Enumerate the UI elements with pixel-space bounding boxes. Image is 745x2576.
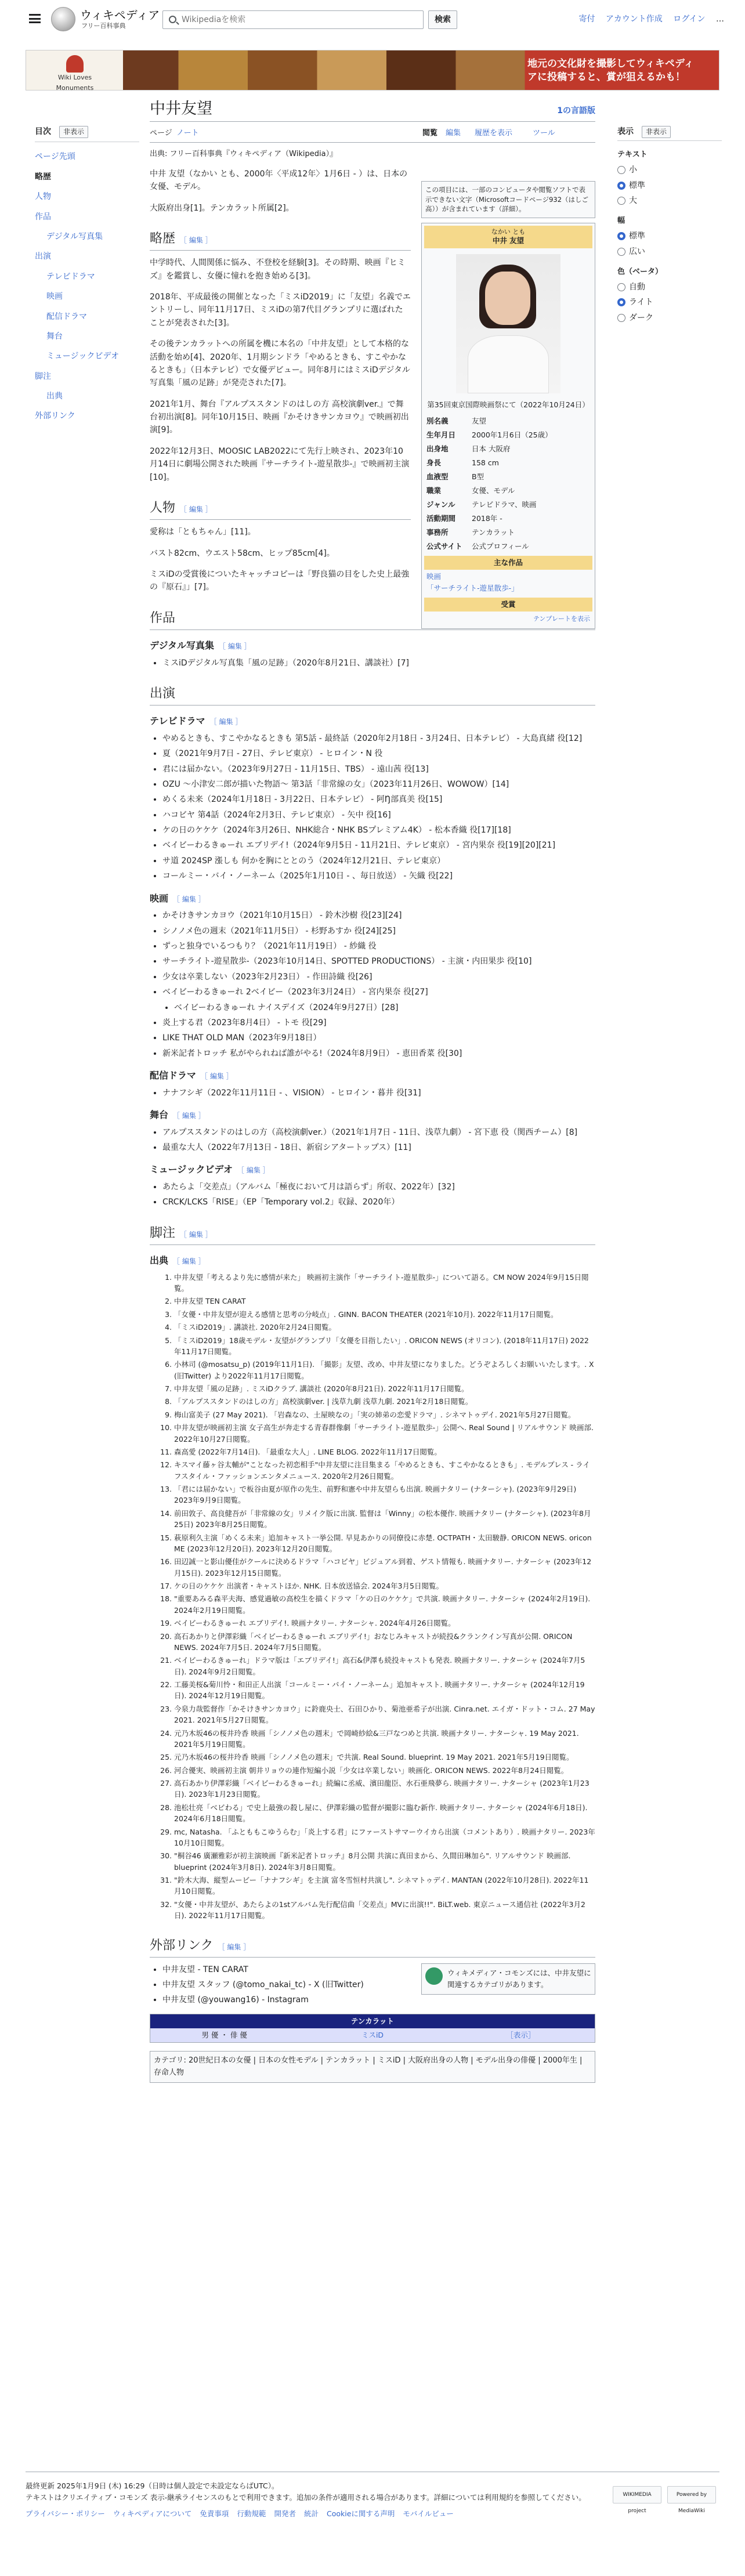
- bio-paragraph: 2022年12月3日、MOOSIC LAB2022にて先行上映され、2023年10月14日に劇場公開された映画『サーチライト-遊星散歩-』で映画初主演[10]。: [150, 446, 410, 482]
- section-appear: [150, 683, 595, 705]
- edit-link[interactable]: ［ 編集 ］: [209, 718, 243, 726]
- reference-item[interactable]: 14. 前田敦子、高良健吾が「非常線の女」リメイク版に出演. 監督は「Winny」の松本優作. 映画ナタリー (ナターシャ). (2023年8月25日) 2023年8月25日閲覧。: [174, 1508, 595, 1531]
- reference-item[interactable]: 6. 小林司 (@mosatsu_p) (2019年11月1日). 「撮影」友望、改め、中井友望になりました。どうぞよろしくお願いいたします。. X (旧Twitter) より2022年11月17日閲覧。: [174, 1359, 595, 1381]
- infobox-value: 日本 大阪府: [472, 444, 511, 453]
- infobox-key: 活動期間: [426, 513, 456, 523]
- heading-text: 人物: [150, 501, 176, 516]
- toc-sidebar: [35, 125, 139, 426]
- section-works: [150, 608, 595, 630]
- wlm-logo: [40, 55, 110, 92]
- login-link[interactable]: ログイン: [673, 15, 706, 24]
- bio-paragraph: 2021年1月、舞台『アルプススタンドのはしの方 高校演劇ver.』で舞台初出演[8]。同年10月15日、映画『かそけきサンカヨウ』で映画初出演[9]。: [150, 399, 409, 435]
- heading-text: 映画: [150, 892, 169, 904]
- reference-item[interactable]: 31. "鈴木大海、縦型ムービー「ナナフシギ」を主演 富冬雪恒村共演し". シネマトゥデイ. MANTAN (2022年10月28日). 2022年11月10日閲覧。: [174, 1875, 595, 1897]
- reference-item[interactable]: 17. ケの日のケケケ 出演者・キャストほか. NHK. 日本放送協会. 2024年3月5日閲覧。: [174, 1580, 595, 1591]
- mediawiki-badge[interactable]: Powered by MediaWiki: [667, 2486, 716, 2503]
- create-account-link[interactable]: アカウント作成: [605, 15, 663, 24]
- more-options-icon[interactable]: …: [716, 15, 724, 24]
- search-box[interactable]: [162, 10, 424, 29]
- infobox-value: 友望: [472, 416, 487, 425]
- list-item[interactable]: • ハコビヤ 第4話（2024年2月3日、テレビ東京） - 矢中 役[16]: [162, 809, 595, 822]
- infobox-key: 出身地: [426, 444, 449, 453]
- search-icon: [169, 16, 176, 23]
- infobox-value: 158 cm: [472, 458, 499, 467]
- toc-item[interactable]: ミュージックビデオ: [46, 352, 120, 361]
- section-stage: [150, 1108, 595, 1123]
- from-line: 出典: フリー百科事典『ウィキペディア（Wikipedia）』: [150, 150, 338, 158]
- list-item[interactable]: • ずっと独身でいるつもり？（2021年11月19日） - 紗織 役: [162, 940, 595, 953]
- reference-item[interactable]: 15. 萩原利久主演「めくる未来」追加キャスト一挙公開. 早見あかりの同僚役に赤楚. OCTPATH・太田駿静. ORICON NEWS. oricon ME (2023年12月20日). 2023年12月20日閲覧。: [174, 1532, 595, 1555]
- page-title: [150, 96, 595, 122]
- license-text: テキストはクリエイティブ・コモンズ 表示-継承ライセンスのもとで利用できます。追加の条件が適用される場合があります。詳細については利用規約を参照してください。: [26, 2493, 586, 2502]
- navbox-row: [150, 2028, 595, 2042]
- reference-item[interactable]: 27. 高石あかり伊澤彩織「ベイビーわるきゅーれ」続編に丞威、濱田龍臣、水石亜飛夢ら. 映画ナタリー. ナターシャ (2023年1月23日). 2023年1月23日閲覧。: [174, 1778, 595, 1800]
- tab-page[interactable]: ページ: [150, 129, 172, 138]
- radio-icon: [617, 197, 625, 205]
- personal-tools: [570, 13, 724, 26]
- section-bio: [150, 229, 411, 251]
- list-item[interactable]: • ケの日のケケケ（2024年3月26日、NHK総合・NHK BSプレミアム4K） - 松本香織 役[17][18]: [162, 824, 595, 837]
- list-item[interactable]: • ベイビーわるきゅーれ エブリデイ!（2024年9月5日 - 11月21日、テレビ東京） - 宮内果奈 役[19][20][21]: [162, 839, 595, 852]
- article-content: [150, 96, 595, 2083]
- intro: [150, 168, 411, 215]
- infobox-key: 事務所: [426, 527, 449, 537]
- infobox-value: 2018年 -: [472, 513, 502, 523]
- width-label: 幅: [617, 216, 625, 226]
- radio-selected-icon: [617, 298, 625, 306]
- heading-text: 脚注: [150, 1225, 176, 1240]
- category-links[interactable]: カテゴリ: 20世紀日本の女優 | 日本の女性モデル | テンカラット | ミスiD | 大阪府出身の人物 | モデル出身の俳優 | 2000年生 | 存命人物: [150, 2051, 595, 2083]
- main-menu-icon[interactable]: [29, 14, 41, 23]
- option-label: 標準: [629, 180, 645, 190]
- toc-item[interactable]: 人物: [35, 192, 51, 202]
- list-item[interactable]: • やめるときも、すこやかなるときも 第5話 - 最終話（2020年2月18日 - 3月24日、日本テレビ） - 大島真緒 役[12]: [162, 732, 595, 745]
- list-item[interactable]: • 中井友望 - TEN CARAT: [162, 1963, 595, 1976]
- toc-item[interactable]: 配信ドラマ: [46, 312, 87, 321]
- footer-link[interactable]: 統計: [303, 2509, 319, 2518]
- infobox-value: テレビドラマ、映画: [472, 500, 537, 509]
- section-photo: [150, 638, 595, 653]
- option-label: ダーク: [629, 313, 653, 323]
- section-mv: [150, 1162, 595, 1177]
- bio-text: [150, 256, 411, 484]
- toc-title: 目次: [35, 127, 51, 136]
- person-paragraph: ミスiDの受賞後についたキャッチコピーは「野良猫の目をした史上最強の『原石』」[7]。: [150, 569, 410, 592]
- edit-link[interactable]: ［ 編集 ］: [173, 1257, 205, 1266]
- infobox-value: テンカラット: [472, 527, 515, 537]
- option-label: 大: [629, 196, 637, 205]
- infobox-key: 身長: [426, 458, 442, 467]
- language-selector[interactable]: 1の言語版: [557, 106, 595, 115]
- option-label: 自動: [629, 282, 645, 292]
- width-wide-option[interactable]: [617, 245, 722, 258]
- radio-icon: [617, 166, 625, 174]
- reference-item[interactable]: 4. 「ミスiD2019」. 講談社. 2020年2月24日閲覧。: [174, 1322, 595, 1333]
- bio-paragraph: 2018年、平成最後の開催となった「ミスiD2019」に「友望」名義でエントリーし、同年11月17日、ミスiDの第7代目グランプリに選ばれたことが発表された[3]。: [150, 292, 411, 328]
- edit-link[interactable]: ［ 編集 ］: [180, 1230, 212, 1239]
- list-item[interactable]: • コールミー・バイ・ノーネーム（2025年1月10日 - 、毎日放送） - 矢織 役[22]: [162, 870, 595, 882]
- footer-link[interactable]: プライバシー・ポリシー: [26, 2509, 105, 2518]
- list-item[interactable]: • 炎上する君（2023年8月4日） - トモ 役[29]: [162, 1016, 595, 1029]
- person-paragraph: 愛称は「ともちゃん」[11]。: [150, 527, 256, 537]
- list-item[interactable]: • 新米記者トロッチ 私がやられねば誰がやる!（2024年8月9日） - 恵田香菜 役[30]: [162, 1047, 595, 1060]
- template-link[interactable]: テンプレートを表示: [533, 614, 590, 623]
- reference-item[interactable]: 32. "女優・中井友望が、あたらよの1stアルバム先行配信曲「交差点」MVに出演!!". BiLT.web. 東京ニュース通信社 (2022年3月2日). 2022年11月17日閲覧。: [174, 1899, 595, 1922]
- heading-text: 舞台: [150, 1109, 169, 1121]
- edit-link[interactable]: ［ 編集 ］: [219, 642, 251, 650]
- tab-edit[interactable]: 編集: [446, 129, 461, 138]
- reference-item[interactable]: 5. 「ミスiD2019」18歳モデル・友望がグランプリ「女優を目指したい」. ORICON NEWS (オリコン). (2018年11月17日) 2022年11月17日閲覧。: [174, 1335, 595, 1358]
- infobox-key: 生年月日: [426, 430, 456, 439]
- list-item[interactable]: • ミスiDデジタル写真集「風の足跡」（2020年8月21日、講談社）[7]: [162, 657, 595, 670]
- works-heading: 主な作品: [424, 556, 592, 570]
- stage-list: [150, 1126, 595, 1155]
- intro-paragraph: 大阪府出身[1]。テンカラット所属[2]。: [150, 203, 294, 213]
- reference-item[interactable]: 29. mc, Natasha. 「ふとももこゆうらむ」「炎上する君」にファーストサマーウイカら出演（コメントあり）. 映画ナタリー. 2023年10月10日閲覧。: [174, 1826, 595, 1849]
- reference-item[interactable]: 2. 中井友望 TEN CARAT: [174, 1296, 595, 1307]
- section-person: [150, 498, 411, 520]
- list-item[interactable]: • サ道 2024SP 漲しも 何かを胸にととのう（2024年12月21日、テレビ東京）: [162, 855, 595, 867]
- color-dark-option[interactable]: [617, 312, 722, 324]
- toc-header: [35, 125, 139, 142]
- heading-text: 出典: [150, 1255, 169, 1267]
- list-item[interactable]: • 最重な大人（2022年7月13日 - 18日、新宿シアタートップス）[11]: [162, 1141, 595, 1154]
- mv-list: [150, 1181, 595, 1209]
- navbox-cell[interactable]: ミスiD: [361, 2030, 384, 2039]
- edit-link[interactable]: ［ 編集 ］: [180, 505, 212, 514]
- heading-text: 外部リンク: [150, 1938, 214, 1953]
- page-footer: [26, 2472, 719, 2520]
- list-item[interactable]: • CRCK/LCKS「RISE」（EP「Temporary vol.2」収録、2020年）: [162, 1196, 595, 1209]
- footer-link[interactable]: 開発者: [274, 2509, 296, 2518]
- section-movie: [150, 891, 595, 906]
- charset-notice: この項目には、一部のコンピュータや閲覧ソフトで表示できない文字（Microsoftコードページ932（はしご高））が含まれています（詳細）。: [421, 181, 595, 218]
- toc-item[interactable]: 脚注: [35, 371, 51, 381]
- option-label: 小: [629, 165, 637, 175]
- list-item[interactable]: • アルプススタンドのはしの方（高校演劇ver.）（2021年1月7日 - 11日、浅草九劇） - 宮下恵 役（関西チーム）[8]: [162, 1126, 595, 1139]
- section-stream: [150, 1068, 595, 1083]
- list-item[interactable]: • 中井友望 (@youwang16) - Instagram: [162, 1993, 595, 2006]
- photo-list: [150, 657, 595, 670]
- width-standard-option[interactable]: [617, 230, 722, 243]
- footer-link[interactable]: Cookieに関する声明: [326, 2509, 395, 2518]
- list-item[interactable]: • あたらよ「交差点」（アルバム「極夜において月は語らず」所収、2022年）[32]: [162, 1181, 595, 1193]
- commons-box: [421, 1963, 595, 1995]
- infobox-value: 女優、モデル: [472, 486, 515, 495]
- infobox-value: 2000年1月6日（25歳）: [472, 430, 552, 439]
- reference-item[interactable]: 21. ベイビーわるきゅーれ」ドラマ版は「エブリデイ!」高石&伊澤も続投キャストも発表. 映画ナタリー. ナターシャ (2024年7月5日). 2024年9月2日閲覧。: [174, 1655, 595, 1677]
- infobox-key: 職業: [426, 486, 442, 495]
- wikipedia-logo[interactable]: [51, 7, 75, 31]
- references-list: [150, 1272, 595, 1922]
- infobox-kana: なかい とも: [491, 228, 526, 236]
- reference-item[interactable]: 23. 今泉力哉監督作「かそけきサンカヨウ」に鈴鹿央士、石田ひかり、菊池亜希子が出演. Cinra.net. エイガ・ドット・コム. 27 May 2021. 2021年5月27日閲覧。: [174, 1703, 595, 1726]
- search-button[interactable]: 検索: [428, 10, 457, 29]
- tab-history[interactable]: 履歴を表示: [475, 129, 513, 138]
- toc-item[interactable]: 略歴: [35, 172, 51, 182]
- reference-item[interactable]: 13. 「君には届かない」で板谷由夏が原作の先生、前野和憲や中井友望らも出演. 映画ナタリー (ナターシャ). (2023年9月29日) 2023年9月9日閲覧。: [174, 1484, 595, 1506]
- banner-text: 地元の文化財を撮影してウィキペディアに投稿すると、賞が狙えるかも！: [527, 58, 694, 83]
- navbox: [150, 2014, 595, 2043]
- heading-text: 略歴: [150, 231, 176, 246]
- section-notes: [150, 1223, 595, 1245]
- infobox-name: 中井 友望: [492, 236, 525, 245]
- radio-icon: [617, 283, 625, 291]
- navbox-cell: 男 優 ・ 俳 優: [201, 2030, 247, 2039]
- person-text: [150, 526, 411, 594]
- reference-item[interactable]: 1. 中井友望「考えるより先に感情が来た」 映画初主演作「サーチライト-遊星散歩-」について語る。CM NOW 2024年9月15日閲覧。: [174, 1272, 595, 1294]
- banner-org: Wiki Loves Monuments: [56, 74, 94, 92]
- toc-item[interactable]: 作品: [35, 212, 51, 222]
- appearance-title: 表示: [617, 127, 634, 136]
- reference-item[interactable]: 19. ベイビーわるきゅーれ エブリデイ!. 映画ナタリー. ナターシャ. 2024年4月26日閲覧。: [174, 1618, 595, 1629]
- reference-item[interactable]: 30. "桐谷46 廣瀬雅彩が初主演映画『新米記者トロッチ』8月公開 共演に真田まから、久間田琳加ら". リアルサウンド 映画部. blueprint (2024年3月8日). 2024年3月8日閲覧。: [174, 1850, 595, 1873]
- text-size-label: テキスト: [617, 150, 648, 160]
- tab-read[interactable]: 閲覧: [422, 129, 438, 138]
- list-item[interactable]: • めくる未来（2024年1月18日 - 3月22日、日本テレビ） - 阿Ŋ部真美 役[15]: [162, 793, 595, 806]
- reference-item[interactable]: 3. 「女優・中井友望が迎える感情と思考の分岐点」. GINN. BACON THEATER (2021年10月). 2022年11月17日閲覧。: [174, 1309, 595, 1320]
- list-item[interactable]: • 君には届かない。（2023年9月27日 - 11月15日、TBS） - 遠山茜 役[13]: [162, 763, 595, 776]
- list-item[interactable]: • 中井友望 スタッフ (@tomo_nakai_tc) - X (旧Twitter): [162, 1978, 595, 1991]
- person-paragraph: バスト82cm、ウエスト58cm、ヒップ85cm[4]。: [150, 548, 335, 558]
- page-tabs: [150, 122, 595, 143]
- heading-text: デジタル写真集: [150, 639, 215, 651]
- appearance-header: [617, 125, 722, 141]
- radio-selected-icon: [617, 182, 625, 190]
- logo-title[interactable]: ウィキペディア: [80, 8, 160, 22]
- color-auto-option[interactable]: [617, 281, 722, 294]
- section-links: [150, 1935, 595, 1958]
- footer-link[interactable]: ウィキペディアについて: [113, 2509, 192, 2518]
- infobox-key: ジャンル: [426, 500, 455, 509]
- heading-text: テレビドラマ: [150, 715, 205, 727]
- intro-paragraph: 中井 友望（なかい とも、2000年〈平成12年〉1月6日 - ）は、日本の女優、モデル。: [150, 169, 408, 192]
- tab-talk[interactable]: ノート: [176, 129, 199, 138]
- reference-item[interactable]: 10. 中井友望が映画初主演 女子高生が奔走する青春群像劇「サーチライト-遊星散歩-」公開へ. Real Sound | リアルサウンド 映画部. 2022年10月27日閲覧。: [174, 1422, 595, 1445]
- heart-icon: [66, 55, 84, 73]
- section-sources: [150, 1253, 595, 1268]
- option-label: 標準: [629, 231, 645, 241]
- reference-item[interactable]: 12. キスマイ藤ヶ谷太輔が"ことなった初恋相手"中井友望に注目集まる「やめるときも、すこやかなるときも」. モデルプレス - ライフスタイル・ファッションエンタメニュース. 2020年2月26日閲覧。: [174, 1459, 595, 1482]
- option-label: 広い: [629, 247, 645, 256]
- footer-link[interactable]: 行動規範: [237, 2509, 266, 2518]
- commons-text[interactable]: ウィキメディア・コモンズには、中井友望に関連するカテゴリがあります。: [447, 1968, 591, 1989]
- navbox-show-button[interactable]: ［表示］: [506, 2030, 536, 2039]
- edit-link[interactable]: ［ 編集 ］: [201, 1072, 233, 1081]
- search-input[interactable]: [182, 13, 414, 26]
- last-modified: 最終更新 2025年1月9日 (木) 16:29（日時は個人設定で未設定ならばUTC）。: [26, 2481, 279, 2490]
- movie-list: [150, 909, 595, 1060]
- toc-item[interactable]: デジタル写真集: [46, 231, 103, 241]
- navbox-title[interactable]: [150, 2014, 595, 2028]
- reference-item[interactable]: 25. 元乃木坂46の桜井玲香 映画「シノノメ色の週末」で共演. Real Sound. blueprint. 19 May 2021. 2021年5月19日閲覧。: [174, 1752, 595, 1763]
- radio-selected-icon: [617, 232, 625, 240]
- bio-paragraph: 中学時代、人間関係に悩み、不登校を経験[3]。その時期、映画『ヒミズ』を鑑賞し、女優に憧れを抱き始める[3]。: [150, 258, 406, 281]
- toc-item[interactable]: 出演: [35, 252, 51, 262]
- appearance-panel: [617, 125, 722, 327]
- footer-link[interactable]: モバイルビュー: [403, 2509, 454, 2518]
- toc-hide-button[interactable]: 非表示: [59, 126, 88, 138]
- title-text: 中井友望: [150, 100, 212, 118]
- list-item[interactable]: • ベイビーわるきゅーれ 2ベイビー（2023年3月24日） - 宮内果奈 役[27]: [162, 986, 595, 998]
- toc-item[interactable]: 舞台: [46, 331, 63, 341]
- reference-item[interactable]: 24. 元乃木坂46の桜井玲香 映画「シノノメ色の週末」で岡崎紗絵&三戸なつめと共演. 映画ナタリー. ナターシャ. 19 May 2021. 2021年5月19日閲覧。: [174, 1728, 595, 1750]
- reference-item[interactable]: 22. 工藤美桜&菊川怜・和田正人出演「コールミー・バイ・ノーネーム」追加キャスト. 映画ナタリー. ナターシャ (2024年12月19日). 2024年12月19日閲覧。: [174, 1679, 595, 1702]
- reference-item[interactable]: 26. 河合優実、映画初主演 朝井リョウの連作短編小説「少女は卒業しない」映画化. ORICON NEWS. 2022年8月24日閲覧。: [174, 1765, 595, 1776]
- radio-icon: [617, 248, 625, 256]
- list-item[interactable]: • シノノメ色の週末（2021年11月5日） - 杉野あすか 役[24][25]: [162, 925, 595, 938]
- works-value[interactable]: 映画 「サーチライト-遊星散歩-」: [426, 571, 519, 592]
- tab-tools[interactable]: ツール: [533, 129, 555, 138]
- footer-links: [26, 2508, 719, 2520]
- edit-link[interactable]: ［ 編集 ］: [237, 1166, 270, 1175]
- commons-icon: [425, 1967, 443, 1985]
- reference-item[interactable]: 11. 森高愛 (2022年7月14日). 「最重な大人」. LINE BLOG. 2022年11月17日閲覧。: [174, 1446, 595, 1457]
- text-standard-option[interactable]: [617, 179, 722, 192]
- heading-text: 作品: [150, 610, 176, 625]
- heading-text: ミュージックビデオ: [150, 1164, 233, 1175]
- toc-item[interactable]: ページ先頭: [35, 152, 75, 162]
- heading-text: 配信ドラマ: [150, 1070, 197, 1081]
- appearance-hide-button[interactable]: 非表示: [642, 126, 671, 138]
- text-small-option[interactable]: [617, 164, 722, 176]
- stream-list: [150, 1087, 595, 1099]
- radio-icon: [617, 314, 625, 322]
- reference-item[interactable]: 20. 高石あかりと伊澤彩織「ベイビーわるきゅーれ エブリデイ!」おなじみキャストが続投&クランクイン写真が公開. ORICON NEWS. 2024年7月5日. 2024年7月5日閲覧。: [174, 1631, 595, 1654]
- wikimedia-badge[interactable]: WIKIMEDIA project: [613, 2486, 661, 2503]
- list-item[interactable]: • 少女は卒業しない（2023年2月23日） - 作田詩織 役[26]: [162, 971, 595, 983]
- reference-item[interactable]: 28. 池松壮亮「べビわる」で史上最強の殺し屋に、伊澤彩織の監督が撮影に臨む新作. 映画ナタリー. ナターシャ (2024年6月18日). 2024年6月18日閲覧。: [174, 1802, 595, 1825]
- edit-link[interactable]: ［ 編集 ］: [173, 1112, 205, 1120]
- donate-link[interactable]: 寄付: [578, 15, 595, 24]
- list-item[interactable]: • ベイビーわるきゅーれ ナイスデイズ（2024年9月27日）[28]: [174, 1001, 595, 1014]
- list-item[interactable]: • かそけきサンカヨウ（2021年10月15日） - 鈴木沙樹 役[23][24]: [162, 909, 595, 922]
- edit-link[interactable]: ［ 編集 ］: [173, 895, 205, 903]
- color-light-option[interactable]: [617, 296, 722, 309]
- color-label: 色（ベータ）: [617, 267, 663, 276]
- footer-link[interactable]: 免責事項: [200, 2509, 229, 2518]
- reference-item[interactable]: 8. 「アルプススタンドのはしの方」高校演劇ver. | 浅草九劇 浅草九劇. 2021年2月18日閲覧。: [174, 1396, 595, 1407]
- list-item[interactable]: • ナナフシギ（2022年11月11日 - 、VISION） - ヒロイン・暮井 役[31]: [162, 1087, 595, 1099]
- heading-text: 出演: [150, 686, 176, 701]
- site-header: [0, 0, 745, 39]
- awards-heading[interactable]: 受賞: [424, 598, 592, 612]
- infobox-key: 公式サイト: [426, 541, 462, 551]
- edit-link[interactable]: ［ 編集 ］: [218, 1942, 251, 1951]
- infobox-key: 別名義: [426, 416, 449, 425]
- infobox-value: B型: [472, 472, 484, 481]
- text-large-option[interactable]: [617, 194, 722, 207]
- infobox-key: 血液型: [426, 472, 449, 481]
- toc-item[interactable]: 映画: [46, 292, 63, 302]
- reference-item[interactable]: 9. 梅山富美子 (27 May 2021). 「岩森なの、土屋映なの」「実の姉弟の恋愛ドラマ」. シネマトゥデイ. 2021年5月27日閲覧。: [174, 1409, 595, 1420]
- photo-caption: 第35回東京国際映画祭にて（2022年10月24日）: [427, 400, 590, 409]
- bio-paragraph: その後テンカラットへの所属を機に本名の「中井友望」として本格的な活動を始め[4]、2020年、1月期シンドラ「やめるときも、すこやかなるときも」（日本テレビ）で女優デビュー。同年8月にはミスiDデジタル写真集「風の足跡」が発売された[7]。: [150, 339, 410, 388]
- section-tv: [150, 714, 595, 729]
- campaign-banner[interactable]: [26, 50, 719, 91]
- reference-item[interactable]: 16. 田辺誠一と影山優佳がクールに決めるドラマ「ハコビヤ」ビジュアル到着、ゲスト情報も. 映画ナタリー. ナターシャ (2023年12月15日). 2023年12月15日閲覧。: [174, 1556, 595, 1579]
- option-label: ライト: [629, 298, 653, 307]
- list-item[interactable]: • 夏（2021年9月7日 - 27日、テレビ東京） - ヒロイン・N 役: [162, 747, 595, 760]
- toc-item[interactable]: テレビドラマ: [46, 272, 95, 281]
- tv-list: [150, 732, 595, 883]
- toc-item[interactable]: 外部リンク: [35, 411, 75, 421]
- toc-item[interactable]: 出典: [46, 392, 63, 401]
- navbox-title-text: テンカラット: [350, 2016, 395, 2025]
- infobox-value: 公式プロフィール: [472, 541, 529, 551]
- reference-item[interactable]: 7. 中井友望「風の足跡」. ミスiDクラブ. 講談社 (2020年8月21日). 2022年11月17日閲覧。: [174, 1383, 595, 1394]
- edit-link[interactable]: ［ 編集 ］: [180, 236, 212, 244]
- logo-subtitle: フリー百科事典: [81, 22, 126, 30]
- toc-list: [35, 147, 139, 426]
- list-item[interactable]: • サーチライト-遊星散歩-（2023年10月14日、SPOTTED PRODUCTIONS） - 主演・内田果歩 役[10]: [162, 955, 595, 968]
- reference-item[interactable]: 18. "重要あみる森平夫海、感覚過敏の高校生を描くドラマ「ケの日のケケケ」で共演. 映画ナタリー. ナターシャ (2024年2月19日). 2024年2月19日閲覧。: [174, 1593, 595, 1616]
- list-item[interactable]: • OZU 〜小津安二郎が描いた物語〜 第3話「非常線の女」（2023年11月26日、WOWOW）[14]: [162, 778, 595, 791]
- list-item[interactable]: • LIKE THAT OLD MAN（2023年9月18日）: [162, 1032, 595, 1044]
